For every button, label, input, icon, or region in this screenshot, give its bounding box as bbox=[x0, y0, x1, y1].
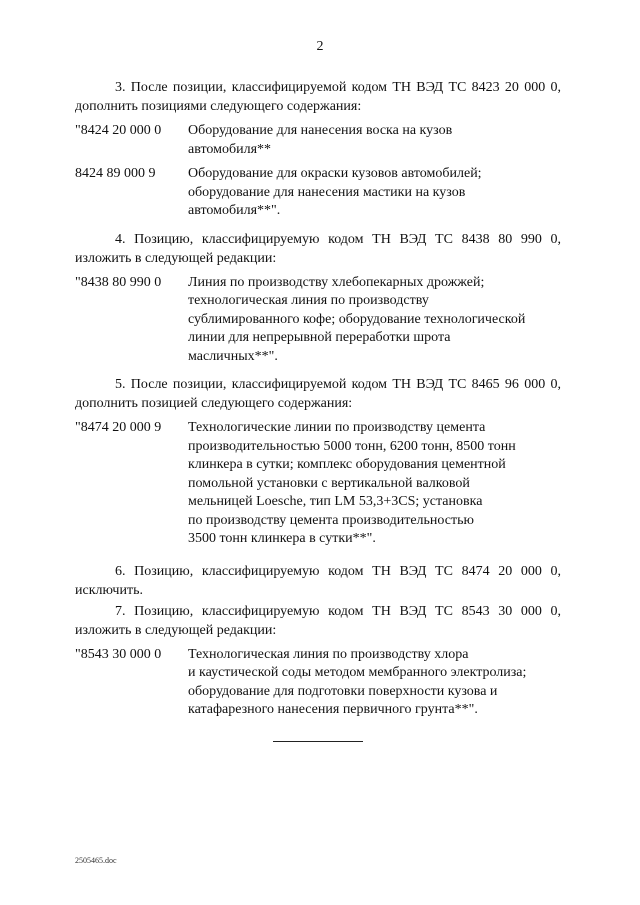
description-line: по производству цемента производительностью bbox=[188, 512, 474, 528]
paragraph-continuation: изложить в следующей редакции: bbox=[75, 250, 277, 266]
tn-ved-code: "8424 20 000 0 bbox=[75, 123, 162, 138]
description-line: автомобиля** bbox=[188, 141, 272, 157]
entry-description bbox=[188, 122, 561, 159]
tn-ved-code: "8474 20 000 9 bbox=[75, 420, 162, 435]
description-line: Оборудование для нанесения воска на кузов bbox=[188, 123, 453, 138]
paragraph-item-3 bbox=[75, 78, 561, 116]
description-line: клинкера в сутки; комплекс оборудования цементной bbox=[188, 457, 506, 472]
description-line: Оборудование для окраски кузовов автомобилей; bbox=[188, 166, 482, 181]
description-line: 3500 тонн клинкера в сутки**". bbox=[188, 531, 376, 546]
code-entry bbox=[75, 122, 561, 159]
description-line: Линия по производству хлебопекарных дрожжей; bbox=[188, 274, 485, 290]
description-line: мельницей Loesche, тип LM 53,3+3CS; установка bbox=[188, 494, 483, 509]
description-line: и каустической соды методом мембранного электролиза; bbox=[188, 665, 527, 680]
paragraph-first-line: 7. Позицию, классифицируемую кодом ТН ВЭД ТС 8543 30 000 0, bbox=[115, 603, 561, 619]
description-line: линии для непрерывной переработки шрота bbox=[188, 330, 451, 345]
code-entry bbox=[75, 165, 561, 221]
paragraph-item-6 bbox=[75, 562, 561, 600]
paragraph-first-line: 5. После позиции, классифицируемой кодом ТН ВЭД ТС 8465 96 000 0, bbox=[115, 377, 561, 392]
entry-description bbox=[188, 646, 561, 720]
tn-ved-code: "8438 80 990 0 bbox=[75, 274, 162, 290]
tn-ved-code: 8424 89 000 9 bbox=[75, 166, 156, 181]
description-line: катафарезного нанесения первичного грунта**". bbox=[188, 702, 478, 717]
description-line: Технологические линии по производству цемента bbox=[188, 420, 486, 435]
page-number: 2 bbox=[316, 39, 324, 54]
tn-ved-code: "8543 30 000 0 bbox=[75, 646, 162, 662]
description-line: сублимированного кофе; оборудование технологической bbox=[188, 311, 526, 327]
code-entry bbox=[75, 419, 561, 549]
entry-description bbox=[188, 165, 561, 221]
description-line: помольной установки с вертикальной валковой bbox=[188, 475, 470, 491]
paragraph-first-line: 3. После позиции, классифицируемой кодом ТН ВЭД ТС 8423 20 000 0, bbox=[115, 80, 561, 95]
description-line: оборудование для подготовки поверхности кузова и bbox=[188, 683, 498, 699]
paragraph-item-4 bbox=[75, 230, 561, 268]
end-divider-line bbox=[273, 741, 363, 742]
paragraph-item-7 bbox=[75, 602, 561, 640]
code-entry bbox=[75, 274, 561, 367]
description-line: производительностью 5000 тонн, 6200 тонн, 8500 тонн bbox=[188, 438, 516, 454]
paragraph-item-5 bbox=[75, 375, 561, 413]
document-file-id: 2505465.doc bbox=[75, 856, 117, 865]
entry-description bbox=[188, 274, 561, 367]
description-line: технологическая линия по производству bbox=[188, 293, 429, 308]
paragraph-first-line: 6. Позицию, классифицируемую кодом ТН ВЭД ТС 8474 20 000 0, bbox=[115, 563, 561, 579]
paragraph-continuation: дополнить позициями следующего содержания: bbox=[75, 99, 362, 114]
paragraph-continuation: изложить в следующей редакции: bbox=[75, 622, 277, 638]
description-line: автомобиля**". bbox=[188, 203, 281, 218]
code-entry bbox=[75, 646, 561, 720]
description-line: масличных**". bbox=[188, 348, 278, 364]
description-line: Технологическая линия по производству хлора bbox=[188, 646, 469, 662]
entry-description bbox=[188, 419, 561, 549]
paragraph-continuation: дополнить позицией следующего содержания: bbox=[75, 396, 353, 411]
paragraph-continuation: исключить. bbox=[75, 582, 143, 598]
document-body bbox=[75, 78, 561, 720]
paragraph-first-line: 4. Позицию, классифицируемую кодом ТН ВЭД ТС 8438 80 990 0, bbox=[115, 231, 561, 247]
description-line: оборудование для нанесения мастики на кузов bbox=[188, 184, 466, 200]
